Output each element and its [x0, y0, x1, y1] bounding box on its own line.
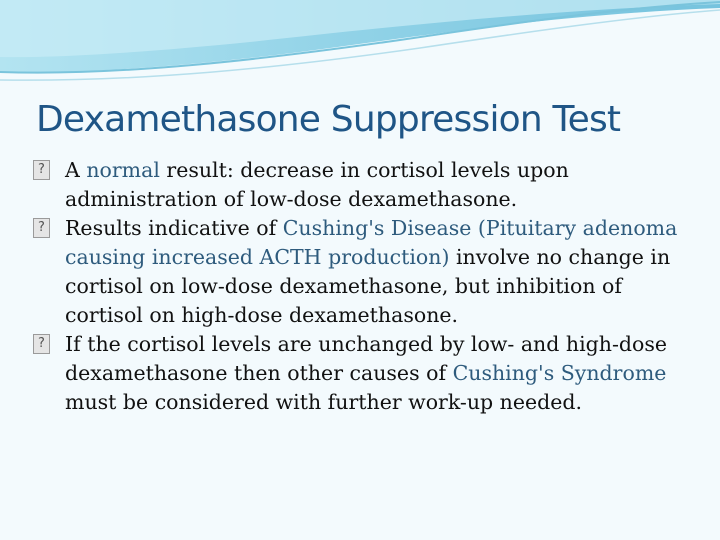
decorative-wave-banner	[0, 0, 720, 95]
highlighted-term: Cushing's Syndrome	[452, 361, 667, 385]
missing-glyph-bullet-icon: ?	[33, 218, 50, 238]
missing-glyph-bullet-icon: ?	[33, 334, 50, 354]
bullet-item-normal-result	[33, 156, 693, 214]
bullet-text: A normal result: decrease in cortisol levels upon administration of low-dose dexamethasone.	[65, 158, 569, 211]
missing-glyph-bullet-icon: ?	[33, 160, 50, 180]
bullet-list	[33, 156, 693, 417]
bullet-item-cushings-disease	[33, 214, 693, 330]
wave-band-light	[0, 0, 720, 57]
bullet-text: Results indicative of Cushing's Disease (Pituitary adenoma causing increased ACTH production) involve no change in cortisol on low-dose dexamethasone, but inhibition of cortisol on high-dose dexamethasone.	[65, 216, 678, 327]
bullet-item-cushings-syndrome	[33, 330, 693, 417]
bullet-text: If the cortisol levels are unchanged by low- and high-dose dexamethasone then other causes of Cushing's Syndrome must be considered with further work-up needed.	[65, 332, 668, 414]
slide-title: Dexamethasone Suppression Test	[36, 99, 621, 140]
highlighted-term: Cushing's Disease (Pituitary adenoma causing increased ACTH production)	[65, 216, 678, 269]
highlighted-term: normal	[86, 158, 160, 182]
